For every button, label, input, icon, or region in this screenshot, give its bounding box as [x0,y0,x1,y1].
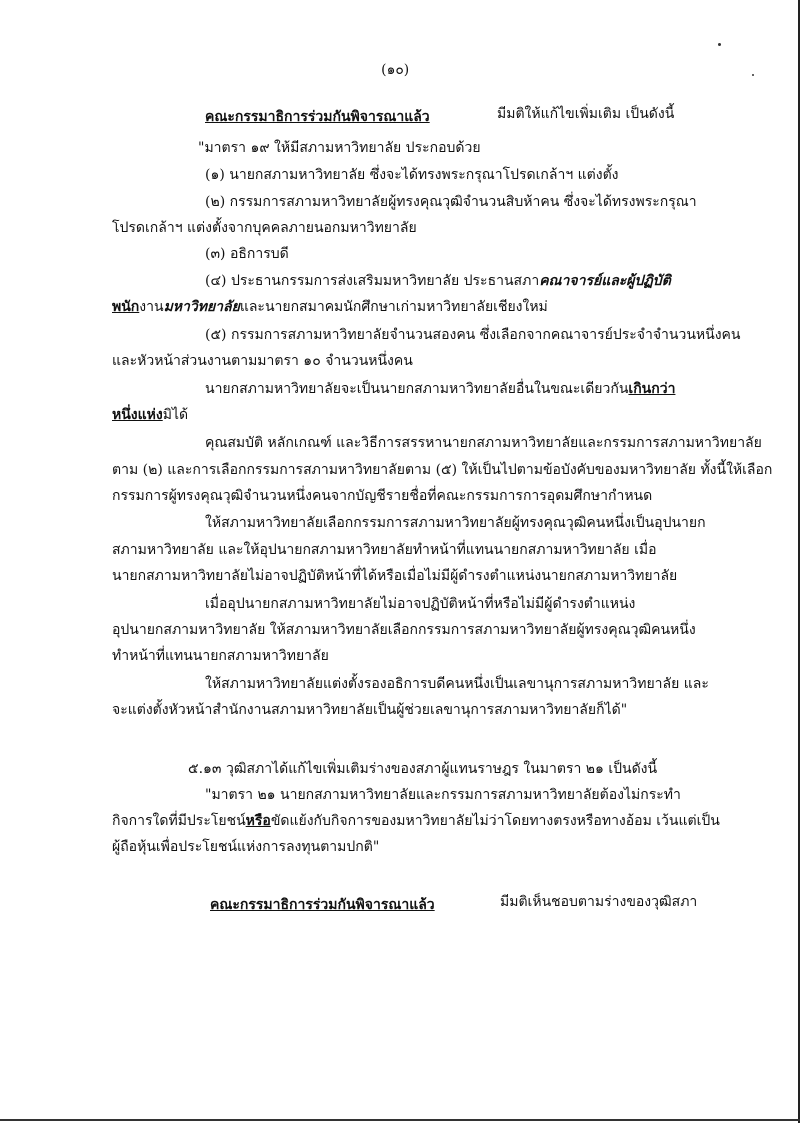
item-4-cont-underlined: พนัก [112,299,140,315]
para-secretary: ให้สภามหาวิทยาลัยแต่งตั้งรองอธิการบดีคนหนึ่งเป็นเลขานุการสภามหาวิทยาลัย และ [205,676,709,692]
para-president-cont-text: มิได้ [162,407,189,423]
para-vice-president-cont-2: นายกสภามหาวิทยาลัยไม่อาจปฏิบัติหน้าที่ได้หรือเมื่อไม่มีผู้ดำรงตำแหน่งนายกสภามหาวิทยาลัย [112,568,678,584]
section-21-intro: "มาตรา ๒๑ นายกสภามหาวิทยาลัยและกรรมการสภามหาวิทยาลัยต้องไม่กระทำ [205,787,681,803]
item-5-cont: และหัวหน้าส่วนงานตามมาตรา ๑๐ จำนวนหนึ่งคน [112,353,413,369]
committee-heading-1: คณะกรรมาธิการร่วมกันพิจารณาแล้ว [205,109,430,125]
scan-speck [752,74,754,76]
scan-speck [718,43,721,46]
section-21-cont-1-underlined: หรือ [245,813,271,829]
item-4-cont [112,298,548,316]
item-4-cont-amended: มหาวิทยาลัย [163,299,240,315]
item-4-cont-text: งาน [139,299,164,315]
para-vice-president-cont-1: สภามหาวิทยาลัย และให้อุปนายกสภามหาวิทยาลัยทำหน้าที่แทนนายกสภามหาวิทยาลัย เมื่อ [112,542,657,558]
item-4 [205,272,671,290]
item-4-text: (๔) ประธานกรรมการส่งเสริมมหาวิทยาลัย ประธานสภา [205,273,540,289]
para-qualifications-cont-1: ตาม (๒) และการเลือกกรรมการสภามหาวิทยาลัยตาม (๕) ให้เป็นไปตามข้อบังคับของมหาวิทยาลัย ทั้งนี้ให้เลือก [112,462,773,478]
para-qualifications: คุณสมบัติ หลักเกณฑ์ และวิธีการสรรหานายกสภามหาวิทยาลัยและกรรมการสภามหาวิทยาลัย [205,435,762,451]
para-secretary-cont: จะแต่งตั้งหัวหน้าสำนักงานสภามหาวิทยาลัยเป็นผู้ช่วยเลขานุการสภามหาวิทยาลัยก็ได้" [112,702,628,718]
item-2: (๒) กรรมการสภามหาวิทยาลัยผู้ทรงคุณวุฒิจำนวนสิบห้าคน ซึ่งจะได้ทรงพระกรุณา [205,194,697,210]
para-president-cont [112,406,188,424]
section-21-cont-1-text: กิจการใดที่มีประโยชน์ [112,813,246,829]
para-qualifications-cont-2: กรรมการผู้ทรงคุณวุฒิจำนวนหนึ่งคนจากบัญชีรายชื่อที่คณะกรรมการการอุดมศึกษากำหนด [112,488,653,504]
page-number: (๑๐) [381,62,410,78]
committee-heading-1-tail: มีมติให้แก้ไขเพิ่มเติม เป็นดังนี้ [497,106,675,122]
section-21-cont-1-rest: ขัดแย้งกับกิจการของมหาวิทยาลัยไม่ว่าโดยทางตรงหรือทางอ้อม เว้นแต่เป็น [270,813,720,829]
scan-bottom-edge [0,1119,800,1121]
para-president [205,380,675,398]
para-president-text: นายกสภามหาวิทยาลัยจะเป็นนายกสภามหาวิทยาลัยอื่นในขณะเดียวกัน [205,381,629,397]
item-4-cont-rest: และนายกสมาคมนักศึกษาเก่ามหาวิทยาลัยเชียงใหม่ [239,299,548,315]
committee-heading-2-tail: มีมติเห็นชอบตามร่างของวุฒิสภา [500,894,698,910]
senate-amendment-5-13: ๕.๑๓ วุฒิสภาได้แก้ไขเพิ่มเติมร่างของสภาผู้แทนราษฎร ในมาตรา ๒๑ เป็นดังนี้ [188,761,658,777]
para-vice-president: ให้สภามหาวิทยาลัยเลือกกรรมการสภามหาวิทยาลัยผู้ทรงคุณวุฒิคนหนึ่งเป็นอุปนายก [205,515,706,531]
para-substitute-cont-2: ทำหน้าที่แทนนายกสภามหาวิทยาลัย [112,648,329,664]
para-president-cont-underlined: หนึ่งแห่ง [112,407,163,423]
item-2-cont: โปรดเกล้าฯ แต่งตั้งจากบุคคลภายนอกมหาวิทยาลัย [112,220,417,236]
section-21-cont-2: ผู้ถือหุ้นเพื่อประโยชน์แห่งการลงทุนตามปกติ" [112,839,380,855]
para-substitute-cont-1: อุปนายกสภามหาวิทยาลัย ให้สภามหาวิทยาลัยเลือกกรรมการสภามหาวิทยาลัยผู้ทรงคุณวุฒิคนหนึ่ง [112,622,696,638]
para-president-underlined: เกินกว่า [628,381,676,397]
item-1: (๑) นายกสภามหาวิทยาลัย ซึ่งจะได้ทรงพระกรุณาโปรดเกล้าฯ แต่งตั้ง [205,167,619,183]
item-4-amended: คณาจารย์และผู้ปฏิบัติ [539,273,671,289]
item-5: (๕) กรรมการสภามหาวิทยาลัยจำนวนสองคน ซึ่งเลือกจากคณาจารย์ประจำจำนวนหนึ่งคน [205,327,741,343]
section-19-intro: "มาตรา ๑๙ ให้มีสภามหาวิทยาลัย ประกอบด้วย [198,140,481,156]
para-substitute: เมื่ออุปนายกสภามหาวิทยาลัยไม่อาจปฏิบัติหน้าที่หรือไม่มีผู้ดำรงตำแหน่ง [205,596,636,612]
item-3: (๓) อธิการบดี [205,246,289,262]
committee-heading-2: คณะกรรมาธิการร่วมกันพิจารณาแล้ว [210,897,435,913]
section-21-cont-1 [112,812,720,830]
